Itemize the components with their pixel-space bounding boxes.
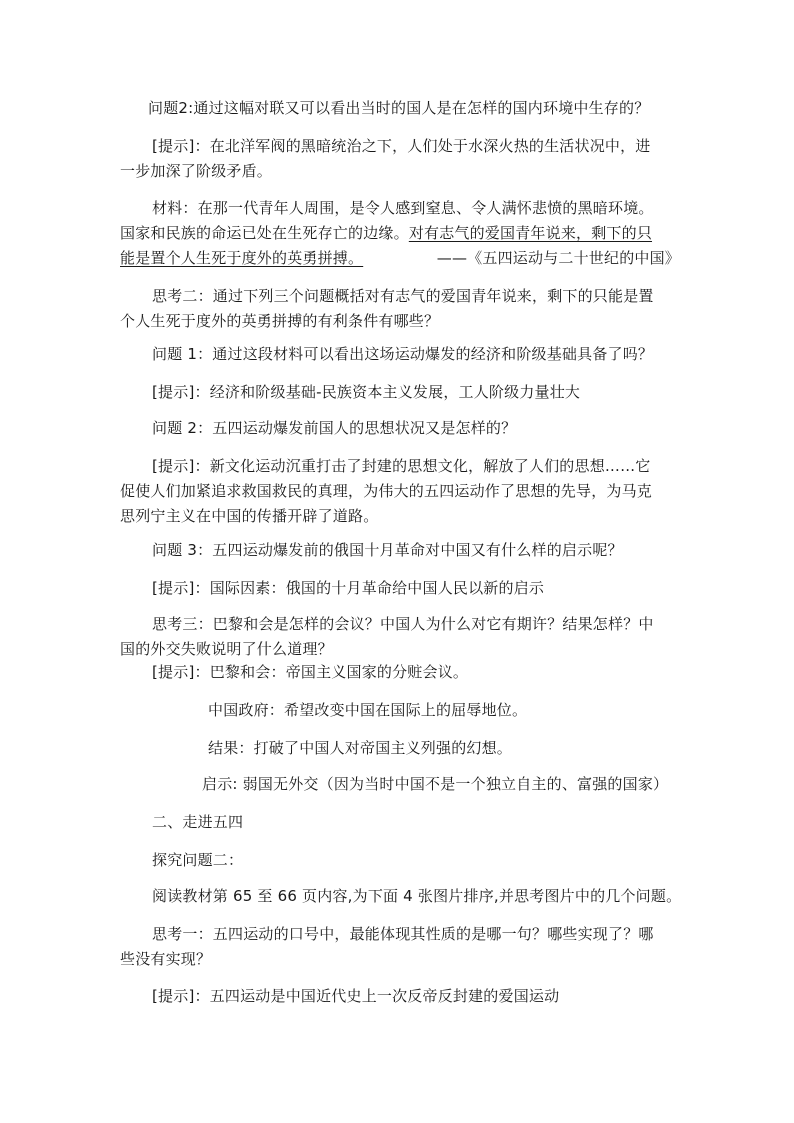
question-1: 问题 1：通过这段材料可以看出这场运动爆发的经济和阶级基础具备了吗？ (152, 345, 654, 363)
hint-think-1: [提示]：五四运动是中国近代史上一次反帝反封建的爱国运动 (152, 987, 560, 1005)
material-paragraph: 材料：在那一代青年人周围，是令人感到窒息、令人满怀悲愤的黑暗环境。 国家和民族的命运已处在生死存亡的边缘。对有志气的爱国青年说来，剩下的只 能是置个人生死于度外的英勇拼搏。 ——《五四运动与二十世纪的中国》 (120, 196, 680, 271)
result: 结果：打破了中国人对帝国主义列强的幻想。 (208, 739, 513, 757)
material-underlined-2: 能是置个人生死于度外的英勇拼搏。 (120, 249, 364, 267)
section-heading: 二、走进五四 (152, 813, 244, 831)
reading-instruction: 阅读教材第 65 至 66 页内容,为下面 4 张图片排序,并思考图片中的几个问题。 (152, 887, 682, 905)
question-2-intro: 问题2:通过这幅对联又可以看出当时的国人是在怎样的国内环境中生存的？ (148, 99, 650, 117)
hint-question-3: [提示]：国际因素：俄国的十月革命给中国人民以新的启示 (152, 579, 545, 597)
hint-question-2: [提示]：在北洋军阀的黑暗统治之下，人们处于水深火热的生活状况中，进 一步加深了阶级矛盾。 (120, 137, 651, 180)
china-government: 中国政府：希望改变中国在国际上的屈辱地位。 (208, 701, 528, 719)
think-2: 思考二：通过下列三个问题概括对有志气的爱国青年说来，剩下的只能是置 个人生死于度外的英勇拼搏的有利条件有哪些？ (120, 287, 654, 330)
question-3: 问题 3：五四运动爆发前的俄国十月革命对中国又有什么样的启示呢？ (152, 541, 623, 559)
hint-question-2b: [提示]：新文化运动沉重打击了封建的思想文化，解放了人们的思想……它 促使人们加紧追求救国救民的真理，为伟大的五四运动作了思想的先导，为马克 思列宁主义在中国的传播开辟了道路。 (120, 457, 653, 525)
material-source: ——《五四运动与二十世纪的中国》 (436, 249, 680, 267)
think-1: 思考一：五四运动的口号中，最能体现其性质的是哪一句？哪些实现了？哪 些没有实现？ (120, 925, 654, 968)
question-2: 问题 2：五四运动爆发前国人的思想状况又是怎样的？ (152, 419, 517, 437)
think-3: 思考三：巴黎和会是怎样的会议？中国人为什么对它有期许？结果怎样？中 国的外交失败说明了什么道理？ (120, 615, 654, 658)
hint-think-3: [提示]：巴黎和会：帝国主义国家的分赃会议。 (152, 663, 469, 681)
lesson: 启示: 弱国无外交（因为当时中国不是一个独立自主的、富强的国家） (202, 775, 669, 793)
explore-question-2: 探究问题二： (152, 851, 244, 869)
hint-question-1: [提示]：经济和阶级基础-民族资本主义发展，工人阶级力量壮大 (152, 383, 581, 401)
material-underlined-1: 对有志气的爱国青年说来，剩下的只 (408, 224, 653, 242)
